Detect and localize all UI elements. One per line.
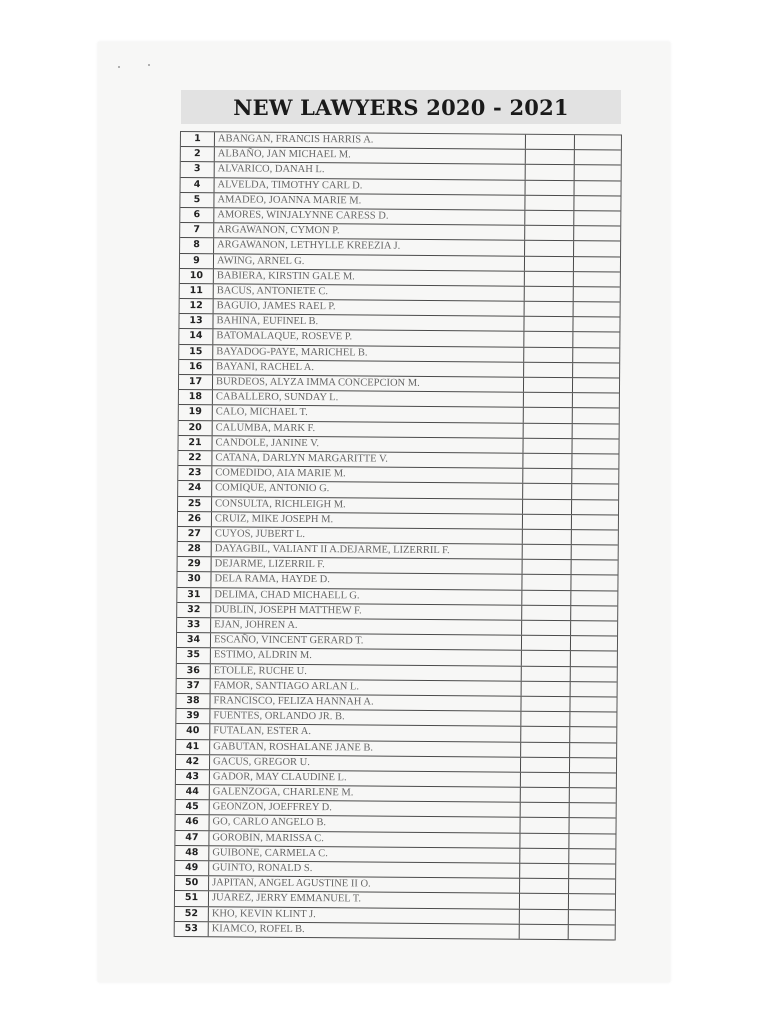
blank-cell <box>523 393 572 408</box>
lawyer-name: CONSULTA, RICHLEIGH M. <box>215 497 346 510</box>
blank-cell <box>569 743 616 758</box>
lawyer-name: DEJARME, LIZERRIL F. <box>214 558 325 571</box>
blank-cell <box>521 666 570 681</box>
blank-cell <box>522 438 571 453</box>
row-number: 4 <box>181 178 215 192</box>
blank-cell <box>571 530 618 545</box>
blank-cell <box>574 165 621 180</box>
lawyer-name: BABIERA, KIRSTIN GALE M. <box>216 269 355 283</box>
blank-cell <box>568 910 615 925</box>
lawyer-name: CATANA, DARLYN MARGARITTE V. <box>215 452 388 465</box>
blank-cell <box>520 697 569 712</box>
blank-cell <box>571 500 618 515</box>
blank-cell <box>522 469 571 484</box>
row-number: 15 <box>179 345 213 359</box>
blank-cell <box>572 393 619 408</box>
lawyer-name: GO, CARLO ANGELO B. <box>212 816 327 829</box>
row-number: 52 <box>175 907 209 921</box>
lawyer-name: CUYOS, JUBERT L. <box>214 528 306 540</box>
row-number: 51 <box>175 891 209 905</box>
blank-cell <box>569 727 616 742</box>
lawyer-name: KIAMCO, ROFEL B. <box>211 923 305 935</box>
blank-cell <box>570 682 617 697</box>
blank-cell <box>572 408 619 423</box>
row-number: 24 <box>178 481 212 495</box>
blank-cell <box>521 651 570 666</box>
blank-cell <box>523 378 572 393</box>
row-number: 29 <box>178 557 212 571</box>
blank-cell <box>571 515 618 530</box>
blank-cell <box>521 590 570 605</box>
blank-cell <box>569 758 616 773</box>
blank-cell <box>520 773 569 788</box>
lawyer-name: GOROBIN, MARISSA C. <box>212 831 324 844</box>
blank-cell <box>520 803 569 818</box>
blank-cell <box>520 712 569 727</box>
row-number: 5 <box>180 193 214 207</box>
blank-cell <box>521 606 570 621</box>
row-number: 27 <box>178 527 212 541</box>
lawyer-name: BAHINA, EUFINEL B. <box>216 315 319 328</box>
blank-cell <box>524 211 573 226</box>
blank-cell <box>524 256 573 271</box>
blank-cell <box>573 287 620 302</box>
row-number: 23 <box>178 466 212 480</box>
row-number: 39 <box>176 709 210 723</box>
lawyer-name: ESCAÑO, VINCENT GERARD T. <box>213 634 364 647</box>
lawyer-name: COMIQUE, ANTONIO G. <box>215 482 330 495</box>
blank-cell <box>568 894 615 909</box>
lawyer-name: FRANCISCO, FELIZA HANNAH A. <box>213 695 374 708</box>
lawyer-name: AWING, ARNEL G. <box>216 254 305 267</box>
lawyer-name: ARGAWANON, LETHYLLE KREEZIA J. <box>217 239 401 253</box>
row-number: 44 <box>176 785 210 799</box>
lawyer-name: ESTIMO, ALDRIN M. <box>213 649 312 662</box>
lawyer-name: CALUMBA, MARK F. <box>215 421 316 434</box>
lawyer-name: DAYAGBIL, VALIANT II A.DEJARME, LIZERRIL F. <box>214 543 450 557</box>
blank-cell <box>571 469 618 484</box>
row-number: 49 <box>175 861 209 875</box>
row-number: 26 <box>178 512 212 526</box>
blank-cell <box>521 636 570 651</box>
lawyer-name: ALBAÑO, JAN MICHAEL M. <box>217 148 351 161</box>
lawyer-name: CRUIZ, MIKE JOSEPH M. <box>214 512 334 525</box>
lawyer-name: GUIBONE, CARMELA C. <box>212 847 328 859</box>
blank-cell <box>519 833 568 848</box>
row-number: 8 <box>180 238 214 252</box>
blank-cell <box>523 408 572 423</box>
blank-cell <box>524 271 573 286</box>
row-number: 16 <box>179 360 213 374</box>
row-number: 38 <box>176 694 210 708</box>
page-title: NEW LAWYERS 2020 - 2021 <box>233 94 569 120</box>
lawyer-name: BAGUIO, JAMES RAEL P. <box>216 300 336 313</box>
row-number: 28 <box>178 542 212 556</box>
row-number: 17 <box>179 375 213 389</box>
blank-cell <box>523 423 572 438</box>
lawyer-name: ETOLLE, RUCHE U. <box>213 664 307 677</box>
blank-cell <box>569 773 616 788</box>
row-number: 42 <box>176 755 210 769</box>
blank-cell <box>569 803 616 818</box>
row-number: 53 <box>175 922 209 936</box>
blank-cell <box>569 712 616 727</box>
row-number: 25 <box>178 496 212 510</box>
blank-cell <box>569 697 616 712</box>
blank-cell <box>570 576 617 591</box>
blank-cell <box>522 499 571 514</box>
row-number: 22 <box>178 451 212 465</box>
row-number: 36 <box>177 664 211 678</box>
lawyer-name: AMORES, WINJALYNNE CARESS D. <box>217 209 389 222</box>
blank-cell <box>522 545 571 560</box>
blank-cell <box>524 195 573 210</box>
lawyer-name: ABANGAN, FRANCIS HARRIS A. <box>217 133 374 146</box>
blank-cell <box>572 348 619 363</box>
lawyer-name: GABUTAN, ROSHALANE JANE B. <box>213 740 374 754</box>
blank-cell <box>521 681 570 696</box>
blank-cell <box>571 439 618 454</box>
row-number: 35 <box>177 648 211 662</box>
lawyer-name: FAMOR, SANTIAGO ARLAN L. <box>213 680 360 693</box>
paper-speck <box>148 64 150 66</box>
row-number: 34 <box>177 633 211 647</box>
blank-cell <box>571 560 618 575</box>
blank-cell <box>573 257 620 272</box>
blank-cell <box>520 788 569 803</box>
row-number: 11 <box>180 284 214 298</box>
blank-cell <box>525 150 574 165</box>
blank-cell <box>568 834 615 849</box>
blank-cell <box>573 196 620 211</box>
title-bar <box>181 90 621 124</box>
blank-cell <box>571 454 618 469</box>
row-number: 50 <box>175 876 209 890</box>
lawyer-name: KHO, KEVIN KLINT J. <box>211 907 316 920</box>
blank-cell <box>524 241 573 256</box>
row-number: 31 <box>177 588 211 602</box>
blank-cell <box>523 347 572 362</box>
row-number: 33 <box>177 618 211 632</box>
row-number: 45 <box>176 800 210 814</box>
row-number: 20 <box>179 421 213 435</box>
blank-cell <box>574 181 621 196</box>
row-number: 41 <box>176 739 210 753</box>
blank-cell <box>569 788 616 803</box>
blank-cell <box>572 363 619 378</box>
lawyer-name: FUTALAN, ESTER A. <box>213 725 312 738</box>
row-number: 43 <box>176 770 210 784</box>
blank-cell <box>525 165 574 180</box>
blank-cell <box>519 909 568 924</box>
lawyer-name: GADOR, MAY CLAUDINE L. <box>212 771 347 784</box>
lawyer-name: JAPITAN, ANGEL AGUSTINE II O. <box>212 877 371 890</box>
lawyer-name: CABALLERO, SUNDAY L. <box>215 391 339 404</box>
blank-cell <box>568 849 615 864</box>
blank-cell <box>521 621 570 636</box>
lawyer-name: GACUS, GREGOR U. <box>213 755 310 768</box>
blank-cell <box>570 667 617 682</box>
row-number: 14 <box>179 329 213 343</box>
blank-cell <box>569 819 616 834</box>
blank-cell <box>519 864 568 879</box>
blank-cell <box>519 894 568 909</box>
blank-cell <box>523 363 572 378</box>
row-number: 21 <box>178 436 212 450</box>
lawyer-name: EJAN, JOHREN A. <box>214 619 298 631</box>
blank-cell <box>573 302 620 317</box>
row-number: 1 <box>181 132 215 146</box>
blank-cell <box>568 879 615 894</box>
row-number: 47 <box>175 831 209 845</box>
lawyer-name: BACUS, ANTONIETE C. <box>216 285 329 298</box>
blank-cell <box>525 180 574 195</box>
blank-cell <box>572 378 619 393</box>
blank-cell <box>523 317 572 332</box>
lawyer-name: BAYADOG-PAYE, MARICHEL B. <box>216 345 368 359</box>
lawyer-name: AMADEO, JOANNA MARIE M. <box>217 194 362 207</box>
blank-cell <box>519 879 568 894</box>
lawyers-table <box>174 131 622 940</box>
blank-cell <box>568 864 615 879</box>
row-number: 48 <box>175 846 209 860</box>
blank-cell <box>572 333 619 348</box>
blank-cell <box>572 424 619 439</box>
blank-cell <box>520 818 569 833</box>
lawyer-name: BATOMALAQUE, ROSEVE P. <box>216 330 353 343</box>
blank-cell <box>520 757 569 772</box>
row-number: 3 <box>181 162 215 176</box>
lawyer-name: DUBLIN, JOSEPH MATTHEW F. <box>214 604 362 617</box>
blank-cell <box>522 484 571 499</box>
lawyer-name: DELIMA, CHAD MICHAELL G. <box>214 588 360 602</box>
blank-cell <box>520 742 569 757</box>
lawyer-name: GEONZON, JOEFFREY D. <box>212 801 332 814</box>
lawyer-name: COMEDIDO, AIA MARIE M. <box>215 467 346 480</box>
blank-cell <box>568 925 615 940</box>
blank-cell <box>573 272 620 287</box>
row-number: 30 <box>177 572 211 586</box>
lawyer-name: ALVARICO, DANAH L. <box>217 163 325 176</box>
row-number: 9 <box>180 254 214 268</box>
row-number: 10 <box>180 269 214 283</box>
paper-speck <box>118 66 120 68</box>
blank-cell <box>571 484 618 499</box>
blank-cell <box>525 135 574 150</box>
blank-cell <box>570 606 617 621</box>
lawyer-name: GUINTO, RONALD S. <box>212 862 313 875</box>
blank-cell <box>524 302 573 317</box>
blank-cell <box>570 651 617 666</box>
blank-cell <box>522 514 571 529</box>
lawyer-name: DELA RAMA, HAYDE D. <box>214 573 330 586</box>
row-number: 12 <box>180 299 214 313</box>
lawyer-name: BAYANI, RACHEL A. <box>216 361 315 373</box>
blank-cell <box>570 591 617 606</box>
blank-cell <box>570 621 617 636</box>
blank-cell <box>570 636 617 651</box>
lawyer-name: ALVELDA, TIMOTHY CARL D. <box>217 178 363 191</box>
lawyer-name: BURDEOS, ALYZA IMMA CONCEPCION M. <box>215 376 420 389</box>
blank-cell <box>522 530 571 545</box>
blank-cell <box>521 575 570 590</box>
row-number: 19 <box>179 405 213 419</box>
blank-cell <box>520 727 569 742</box>
blank-cell <box>524 287 573 302</box>
blank-cell <box>522 560 571 575</box>
row-number: 46 <box>176 815 210 829</box>
lawyer-name: FUENTES, ORLANDO JR. B. <box>213 710 345 723</box>
blank-cell <box>573 226 620 241</box>
row-number: 18 <box>179 390 213 404</box>
blank-cell <box>524 226 573 241</box>
blank-cell <box>519 849 568 864</box>
blank-cell <box>523 332 572 347</box>
row-number: 32 <box>177 603 211 617</box>
lawyer-name: ARGAWANON, CYMON P. <box>217 224 340 237</box>
lawyer-name: CANDOLE, JANINE V. <box>215 437 320 449</box>
blank-cell <box>574 135 621 150</box>
blank-cell <box>574 150 621 165</box>
row-number: 6 <box>180 208 214 222</box>
lawyer-name: JUAREZ, JERRY EMMANUEL T. <box>211 892 362 905</box>
row-number: 2 <box>181 147 215 161</box>
blank-cell <box>573 241 620 256</box>
blank-cell <box>573 211 620 226</box>
row-number: 7 <box>180 223 214 237</box>
lawyer-name: CALO, MICHAEL T. <box>215 406 308 419</box>
blank-cell <box>522 454 571 469</box>
row-number: 37 <box>177 679 211 693</box>
blank-cell <box>519 924 568 939</box>
row-number: 13 <box>179 314 213 328</box>
lawyer-name: GALENZOGA, CHARLENE M. <box>212 786 354 799</box>
blank-cell <box>572 317 619 332</box>
blank-cell <box>571 545 618 560</box>
row-number: 40 <box>176 724 210 738</box>
